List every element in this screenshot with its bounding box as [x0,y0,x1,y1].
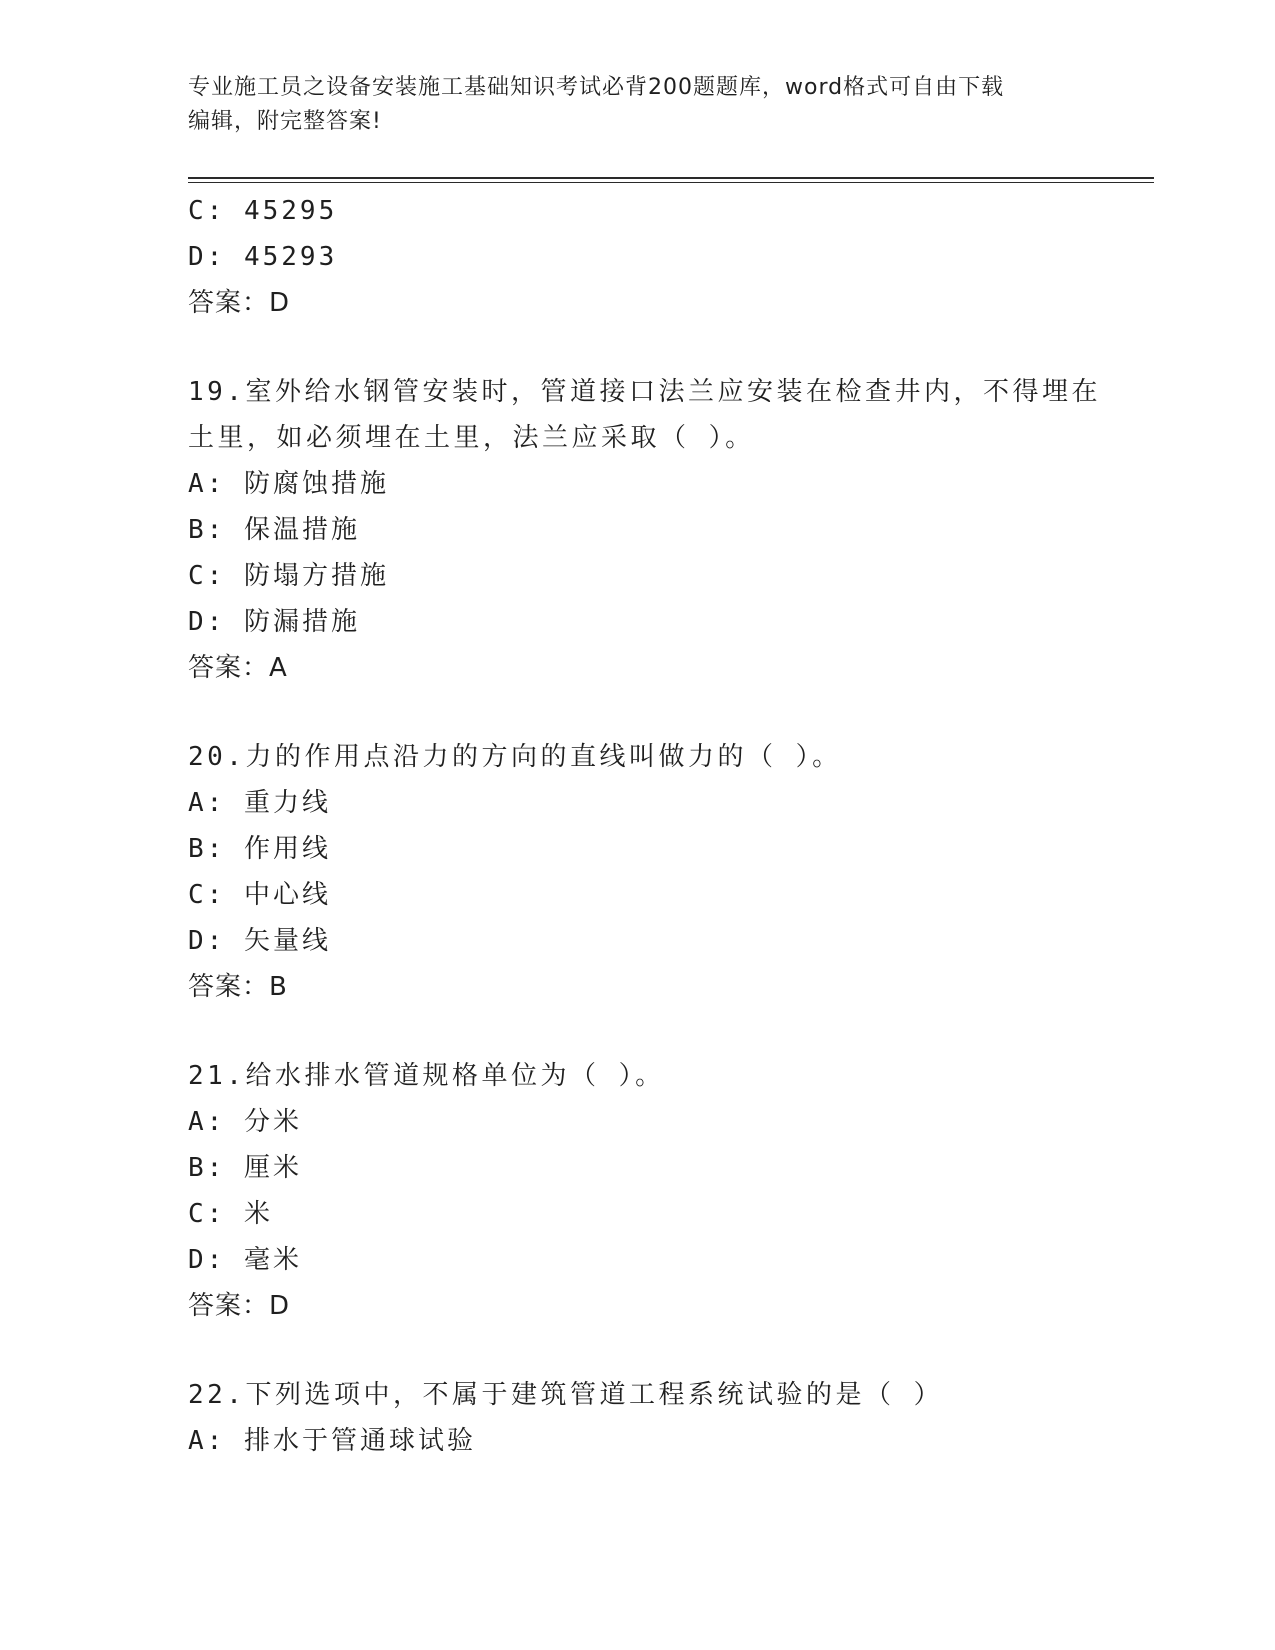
option-c: C: 中心线 [188,880,331,910]
option-c: C: 防塌方措施 [188,561,389,591]
option-a: A: 分米 [188,1107,302,1137]
answer-line: 答案：D [188,288,291,318]
option-b: B: 厘米 [188,1153,302,1183]
question-20 [188,734,1088,1010]
option-c: C: 米 [188,1199,273,1229]
question-stem-line: 21.给水排水管道规格单位为（ ）。 [188,1061,665,1091]
header-title-line-1: 专业施工员之设备安装施工基础知识考试必背200题题库，word格式可自由下载 [188,75,1005,100]
question-list [188,188,1101,1464]
question-18-continued [188,188,1088,326]
option-a: A: 防腐蚀措施 [188,469,389,499]
answer-line: 答案：B [188,972,288,1002]
answer-line: 答案：A [188,653,288,683]
question-stem-line: 土里，如必须埋在土里，法兰应采取（ ）。 [188,423,755,453]
header-divider-thick [188,177,1154,179]
spacer [188,1329,1088,1372]
option-c: C: 45295 [188,196,338,226]
option-a: A: 排水于管通球试验 [188,1426,476,1456]
question-22 [188,1372,1088,1464]
question-21 [188,1053,1088,1329]
question-19 [188,369,1101,691]
option-d: D: 45293 [188,242,338,272]
question-stem-line: 22.下列选项中，不属于建筑管道工程系统试验的是（ ） [188,1380,944,1410]
option-d: D: 防漏措施 [188,607,360,637]
spacer [188,691,1088,734]
question-stem-line: 20.力的作用点沿力的方向的直线叫做力的（ ）。 [188,742,842,772]
option-d: D: 毫米 [188,1245,302,1275]
question-stem-line: 19.室外给水钢管安装时，管道接口法兰应安装在检查井内，不得埋在 [188,377,1101,407]
spacer [188,326,1088,369]
spacer [188,1010,1088,1053]
header-title-line-2: 编辑，附完整答案! [188,109,382,134]
option-b: B: 作用线 [188,834,331,864]
header-divider-thin [188,182,1154,183]
answer-line: 答案：D [188,1291,291,1321]
option-a: A: 重力线 [188,788,331,818]
option-d: D: 矢量线 [188,926,331,956]
option-b: B: 保温措施 [188,515,360,545]
document-header [188,71,1088,139]
